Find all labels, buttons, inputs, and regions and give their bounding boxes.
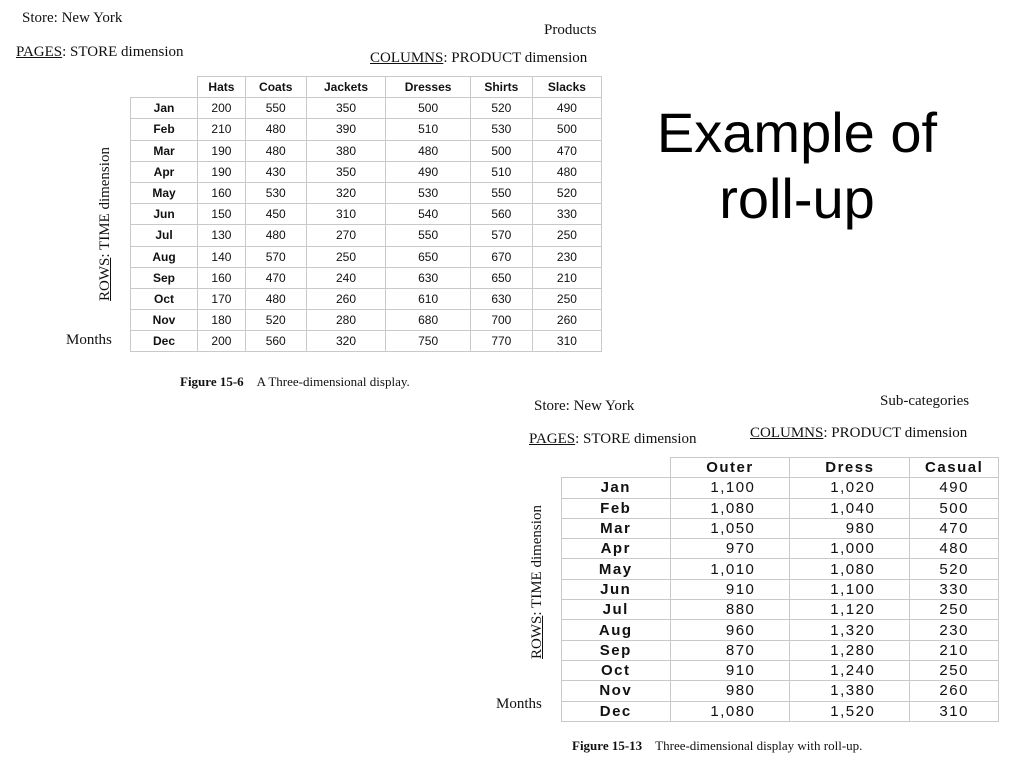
table-cell: 200 xyxy=(198,331,246,352)
row-header-cell: Sep xyxy=(131,267,198,288)
table-cell: 1,240 xyxy=(790,660,910,680)
table-cell: 540 xyxy=(386,204,470,225)
table-cell: 650 xyxy=(470,267,532,288)
row-header-cell: Feb xyxy=(562,498,671,518)
table-row xyxy=(562,681,999,701)
table-cell: 350 xyxy=(306,98,386,119)
row-header-cell: Jul xyxy=(131,225,198,246)
table-cell: 1,000 xyxy=(790,539,910,559)
table-cell: 390 xyxy=(306,119,386,140)
figure1-rows-dimension xyxy=(97,124,115,324)
table-cell: 450 xyxy=(245,204,306,225)
table-cell: 160 xyxy=(198,182,246,203)
table-row xyxy=(131,140,602,161)
table-cell: 1,080 xyxy=(790,559,910,579)
row-header-cell: Jul xyxy=(562,600,671,620)
row-header-cell: May xyxy=(562,559,671,579)
table-cell: 480 xyxy=(245,225,306,246)
table-cell: 480 xyxy=(245,288,306,309)
figure2-store-label: Store: New York xyxy=(534,398,635,414)
table-row xyxy=(131,331,602,352)
table-cell: 880 xyxy=(670,600,790,620)
table-row xyxy=(131,182,602,203)
table-cell: 570 xyxy=(245,246,306,267)
table-cell: 250 xyxy=(910,600,999,620)
figure2-rows-label: ROWS xyxy=(529,615,545,659)
figure1-pages-label: PAGES xyxy=(16,44,63,60)
table-corner-cell xyxy=(562,458,671,478)
table-cell: 320 xyxy=(306,331,386,352)
figure1-columns-label: COLUMNS xyxy=(370,50,444,66)
table-cell: 330 xyxy=(532,204,601,225)
table-cell: 490 xyxy=(910,478,999,498)
table-cell: 770 xyxy=(470,331,532,352)
table-cell: 250 xyxy=(532,225,601,246)
column-header: Casual xyxy=(910,458,999,478)
figure1-caption xyxy=(180,374,410,390)
table-cell: 550 xyxy=(245,98,306,119)
figure2-columns-label: COLUMNS xyxy=(750,425,824,441)
table-cell: 1,320 xyxy=(790,620,910,640)
figure2-rows-dimension xyxy=(529,492,547,672)
table-cell: 980 xyxy=(790,518,910,538)
figure1-rows-rest: : TIME dimension xyxy=(97,147,113,258)
table-cell: 470 xyxy=(910,518,999,538)
table-cell: 520 xyxy=(245,310,306,331)
table-cell: 250 xyxy=(532,288,601,309)
table-cell: 1,010 xyxy=(670,559,790,579)
table-cell: 470 xyxy=(532,140,601,161)
table-cell: 970 xyxy=(670,539,790,559)
table-row xyxy=(562,559,999,579)
row-header-cell: Mar xyxy=(131,140,198,161)
table-cell: 960 xyxy=(670,620,790,640)
figure2-columns-dimension xyxy=(750,425,967,442)
table-cell: 700 xyxy=(470,310,532,331)
table-row xyxy=(562,579,999,599)
figure2-caption-text: Three-dimensional display with roll-up. xyxy=(655,738,863,753)
table-cell: 250 xyxy=(910,660,999,680)
table-cell: 260 xyxy=(306,288,386,309)
row-header-cell: Mar xyxy=(562,518,671,538)
figure1-pages-dimension xyxy=(16,44,184,61)
table-cell: 330 xyxy=(910,579,999,599)
row-header-cell: Feb xyxy=(131,119,198,140)
table-cell: 380 xyxy=(306,140,386,161)
row-header-cell: Oct xyxy=(131,288,198,309)
table-cell: 240 xyxy=(306,267,386,288)
table-cell: 350 xyxy=(306,161,386,182)
row-header-cell: Nov xyxy=(131,310,198,331)
table-cell: 560 xyxy=(470,204,532,225)
figure2-caption xyxy=(572,738,862,754)
table-cell: 500 xyxy=(470,140,532,161)
column-header: Dresses xyxy=(386,77,470,98)
figure1-store-label: Store: New York xyxy=(22,10,123,26)
row-header-cell: Sep xyxy=(562,640,671,660)
table-row xyxy=(131,288,602,309)
table-cell: 490 xyxy=(532,98,601,119)
table-cell: 510 xyxy=(470,161,532,182)
table-cell: 490 xyxy=(386,161,470,182)
row-header-cell: Nov xyxy=(562,681,671,701)
table-corner-cell xyxy=(131,77,198,98)
table-cell: 980 xyxy=(670,681,790,701)
row-header-cell: Jan xyxy=(562,478,671,498)
table-cell: 310 xyxy=(910,701,999,721)
table-cell: 1,020 xyxy=(790,478,910,498)
table-cell: 210 xyxy=(532,267,601,288)
figure1-column-group-label: Products xyxy=(544,22,597,38)
table-row xyxy=(562,701,999,721)
table-cell: 630 xyxy=(386,267,470,288)
table-cell: 260 xyxy=(532,310,601,331)
table-cell: 480 xyxy=(386,140,470,161)
table-row xyxy=(562,518,999,538)
table-cell: 190 xyxy=(198,161,246,182)
row-header-cell: May xyxy=(131,182,198,203)
table-cell: 1,280 xyxy=(790,640,910,660)
table-cell: 500 xyxy=(910,498,999,518)
table-cell: 530 xyxy=(245,182,306,203)
figure2-rows-rest: : TIME dimension xyxy=(529,505,545,616)
table-cell: 230 xyxy=(532,246,601,267)
table-cell: 530 xyxy=(470,119,532,140)
column-header: Dress xyxy=(790,458,910,478)
figure1-rows-label: ROWS xyxy=(97,257,113,301)
table-cell: 500 xyxy=(386,98,470,119)
table-cell: 470 xyxy=(245,267,306,288)
table-cell: 910 xyxy=(670,660,790,680)
table-cell: 320 xyxy=(306,182,386,203)
table-cell: 520 xyxy=(532,182,601,203)
table-cell: 150 xyxy=(198,204,246,225)
table-cell: 570 xyxy=(470,225,532,246)
table-cell: 1,380 xyxy=(790,681,910,701)
row-header-cell: Dec xyxy=(131,331,198,352)
figure2-row-group-label: Months xyxy=(496,696,542,712)
table-cell: 130 xyxy=(198,225,246,246)
table-cell: 510 xyxy=(386,119,470,140)
table-cell: 200 xyxy=(198,98,246,119)
table-cell: 190 xyxy=(198,140,246,161)
table-row xyxy=(562,660,999,680)
figure2-pages-dimension xyxy=(529,431,697,448)
table-row xyxy=(562,640,999,660)
row-header-cell: Jan xyxy=(131,98,198,119)
table-cell: 1,080 xyxy=(670,498,790,518)
figure1-columns-dimension xyxy=(370,50,587,67)
figure1-pages-rest: : STORE dimension xyxy=(62,44,184,60)
figure1-caption-number: Figure 15-6 xyxy=(180,374,244,389)
table-cell: 750 xyxy=(386,331,470,352)
row-header-cell: Dec xyxy=(562,701,671,721)
table-cell: 180 xyxy=(198,310,246,331)
table-cell: 310 xyxy=(306,204,386,225)
table-cell: 280 xyxy=(306,310,386,331)
figure1-caption-text: A Three-dimensional display. xyxy=(256,374,410,389)
table-cell: 140 xyxy=(198,246,246,267)
table-cell: 1,080 xyxy=(670,701,790,721)
column-header: Shirts xyxy=(470,77,532,98)
table-cell: 670 xyxy=(470,246,532,267)
table-cell: 550 xyxy=(470,182,532,203)
table-row xyxy=(562,539,999,559)
table-cell: 250 xyxy=(306,246,386,267)
table-cell: 1,050 xyxy=(670,518,790,538)
column-header: Outer xyxy=(670,458,790,478)
table-header-row xyxy=(562,458,999,478)
row-header-cell: Aug xyxy=(562,620,671,640)
figure1-columns-rest: : PRODUCT dimension xyxy=(443,50,588,66)
figure2-column-group-label: Sub-categories xyxy=(880,393,970,409)
table-row xyxy=(562,498,999,518)
row-header-cell: Oct xyxy=(562,660,671,680)
table-cell: 430 xyxy=(245,161,306,182)
table-cell: 530 xyxy=(386,182,470,203)
table-cell: 500 xyxy=(532,119,601,140)
table-cell: 550 xyxy=(386,225,470,246)
table-row xyxy=(562,600,999,620)
table-cell: 480 xyxy=(910,539,999,559)
table-row xyxy=(131,246,602,267)
table-cell: 650 xyxy=(386,246,470,267)
figure2-caption-number: Figure 15-13 xyxy=(572,738,643,753)
table-cell: 1,040 xyxy=(790,498,910,518)
table-cell: 480 xyxy=(245,119,306,140)
slide-title: Example of roll-up xyxy=(656,101,938,230)
table-row xyxy=(131,98,602,119)
table-row xyxy=(131,225,602,246)
row-header-cell: Jun xyxy=(562,579,671,599)
table-cell: 910 xyxy=(670,579,790,599)
row-header-cell: Apr xyxy=(562,539,671,559)
row-header-cell: Aug xyxy=(131,246,198,267)
table-cell: 610 xyxy=(386,288,470,309)
figure2-pages-rest: : STORE dimension xyxy=(575,431,697,447)
table-header-row xyxy=(131,77,602,98)
table-row xyxy=(562,478,999,498)
table-cell: 270 xyxy=(306,225,386,246)
table-cell: 480 xyxy=(532,161,601,182)
table-row xyxy=(131,161,602,182)
column-header: Slacks xyxy=(532,77,601,98)
figure2-columns-rest: : PRODUCT dimension xyxy=(823,425,968,441)
row-header-cell: Apr xyxy=(131,161,198,182)
figure2-table xyxy=(561,457,999,722)
figure1-row-group-label: Months xyxy=(66,332,112,348)
table-cell: 520 xyxy=(910,559,999,579)
table-row xyxy=(131,267,602,288)
table-cell: 170 xyxy=(198,288,246,309)
table-cell: 1,120 xyxy=(790,600,910,620)
column-header: Jackets xyxy=(306,77,386,98)
column-header: Hats xyxy=(198,77,246,98)
column-header: Coats xyxy=(245,77,306,98)
table-cell: 870 xyxy=(670,640,790,660)
table-cell: 260 xyxy=(910,681,999,701)
table-row xyxy=(131,119,602,140)
table-cell: 680 xyxy=(386,310,470,331)
table-cell: 520 xyxy=(470,98,532,119)
table-cell: 560 xyxy=(245,331,306,352)
table-cell: 630 xyxy=(470,288,532,309)
table-cell: 230 xyxy=(910,620,999,640)
row-header-cell: Jun xyxy=(131,204,198,225)
table-cell: 1,520 xyxy=(790,701,910,721)
table-cell: 1,100 xyxy=(670,478,790,498)
figure1-table xyxy=(130,76,602,352)
table-cell: 1,100 xyxy=(790,579,910,599)
table-row xyxy=(131,310,602,331)
table-cell: 210 xyxy=(910,640,999,660)
figure2-pages-label: PAGES xyxy=(529,431,576,447)
table-cell: 310 xyxy=(532,331,601,352)
table-cell: 480 xyxy=(245,140,306,161)
table-row xyxy=(131,204,602,225)
table-cell: 210 xyxy=(198,119,246,140)
table-row xyxy=(562,620,999,640)
table-cell: 160 xyxy=(198,267,246,288)
